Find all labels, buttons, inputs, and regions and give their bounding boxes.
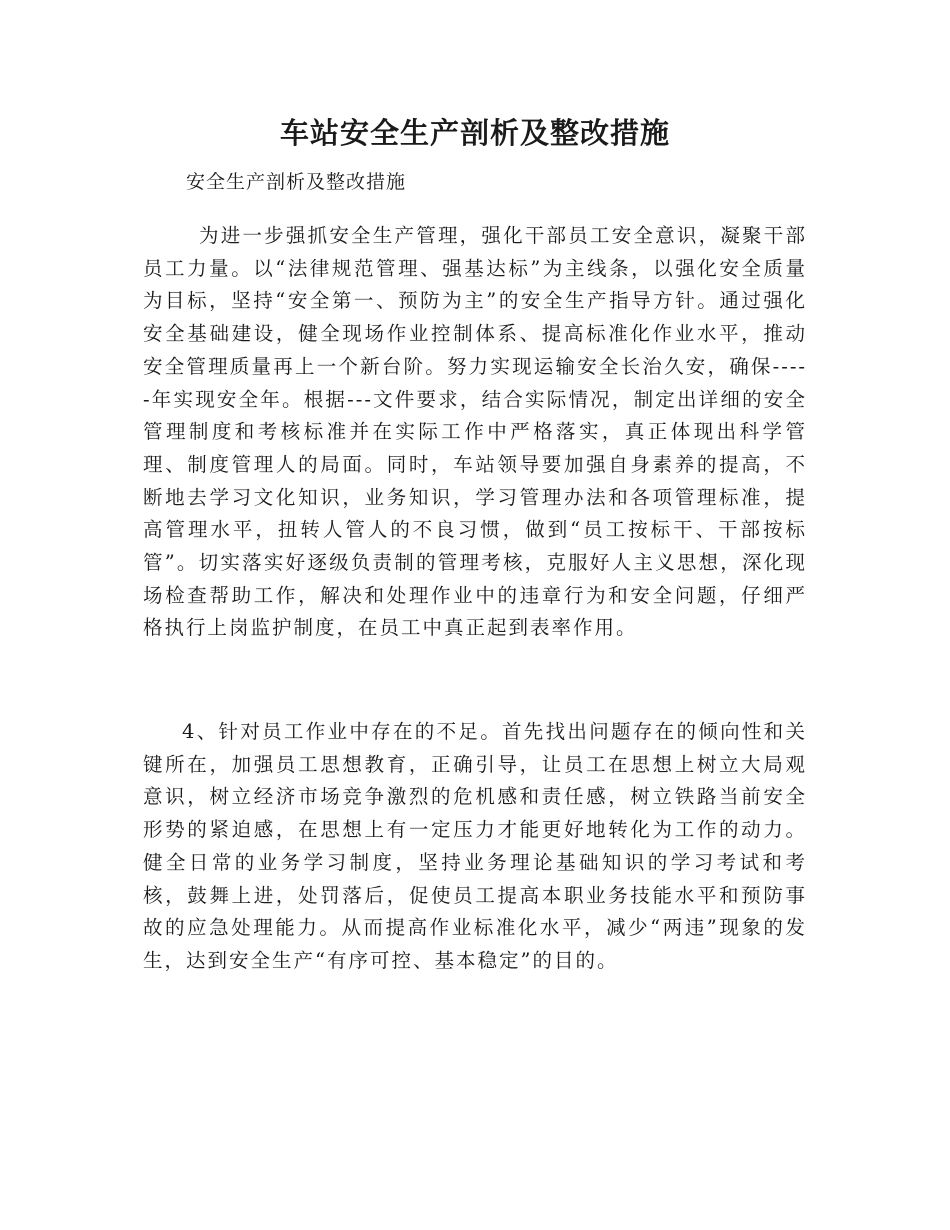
document-subtitle: 安全生产剖析及整改措施 <box>186 171 407 193</box>
body-paragraph-1: 为进一步强抓安全生产管理，强化干部员工安全意识，凝聚干部员工力量。以“法律规范管理、强基达标”为主线条，以强化安全质量为目标，坚持“安全第一、预防为主”的安全生产指导方针。通过强化安全基础建设，健全现场作业控制体系、提高标准化作业水平，推动安全管理质量再上一个新台阶。努力实现运输安全长治久安，确保-----年实现安全年。根据---文件要求，结合实际情况，制定出详细的安全管理制度和考核标准并在实际工作中严格落实，真正体现出科学管理、制度管理人的局面。同时，车站领导要加强自身素养的提高，不断地去学习文化知识，业务知识，学习管理办法和各项管理标准，提高管理水平，扭转人管人的不良习惯，做到“员工按标干、干部按标管”。切实落实好逐级负责制的管理考核，克服好人主义思想，深化现场检查帮助工作，解决和处理作业中的违章行为和安全问题，仔细严格执行上岗监护制度，在员工中真正起到表率作用。 <box>143 224 807 640</box>
document-title: 车站安全生产剖析及整改措施 <box>279 116 670 150</box>
body-paragraph-2: 4、针对员工作业中存在的不足。首先找出问题存在的倾向性和关键所在，加强员工思想教育，正确引导，让员工在思想上树立大局观意识，树立经济市场竞争激烈的危机感和责任感，树立铁路当前安全形势的紧迫感，在思想上有一定压力才能更好地转化为工作的动力。健全日常的业务学习制度，坚持业务理论基础知识的学习考试和考核，鼓舞上进，处罚落后，促使员工提高本职业务技能水平和预防事故的应急处理能力。从而提高作业标准化水平，减少“两违”现象的发生，达到安全生产“有序可控、基本稳定”的目的。 <box>143 720 807 972</box>
